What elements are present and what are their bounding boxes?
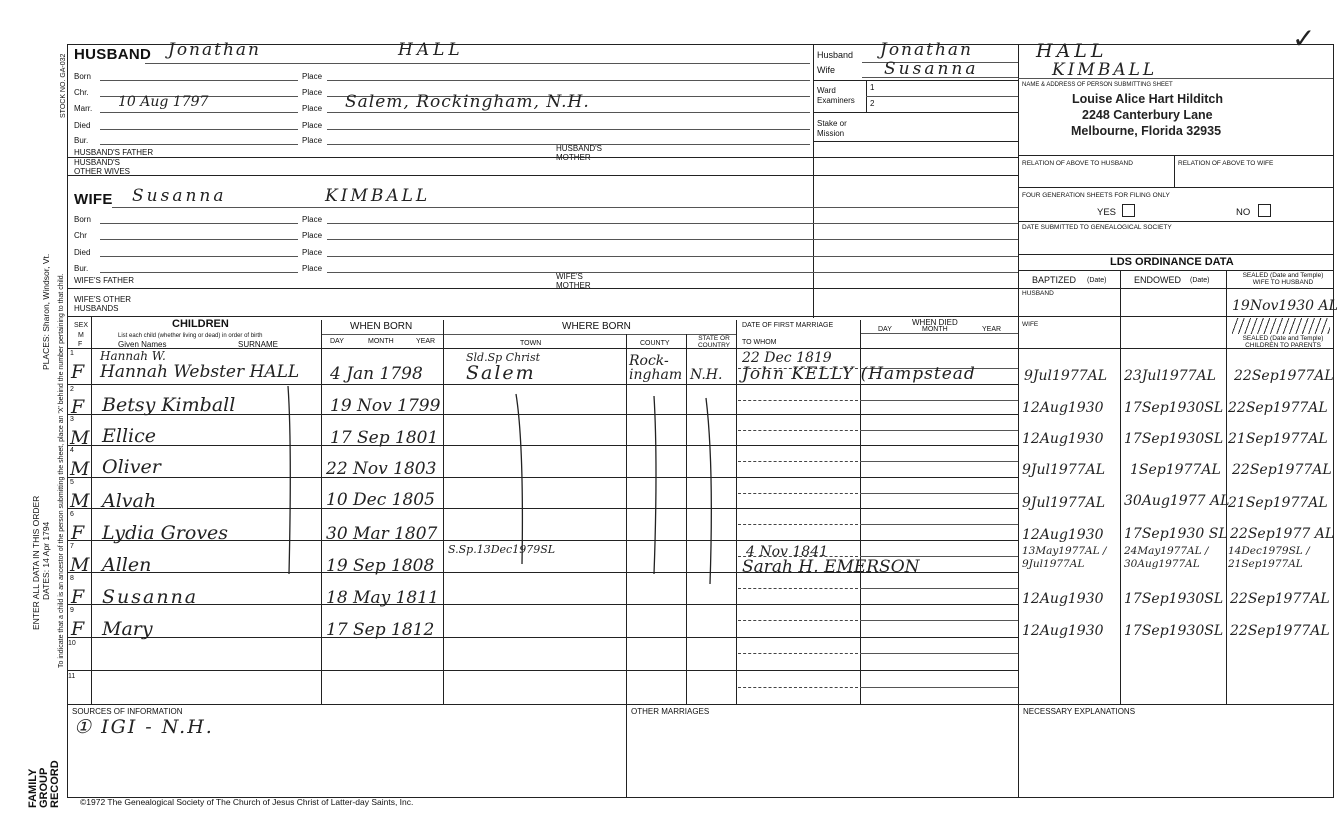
- wife-bur-label: Bur.: [74, 264, 89, 273]
- state-or-country-label: STATE OR COUNTRY: [697, 335, 731, 349]
- husband-bur-label: Bur.: [74, 136, 89, 145]
- child-number: 7: [70, 543, 74, 550]
- husband-died-place-label: Place: [302, 121, 323, 130]
- child-sex: F: [71, 361, 85, 383]
- husband-born-place-label: Place: [302, 72, 323, 81]
- family-group-record-title: FAMILY GROUP RECORD: [27, 760, 61, 808]
- child-born: 19 Nov 1799: [330, 396, 441, 416]
- child-sealed: 22Sep1977 AL: [1230, 526, 1335, 542]
- child-number: 2: [70, 386, 74, 393]
- ditto-marks: [440, 384, 740, 624]
- husband-chr-place-label: Place: [302, 88, 323, 97]
- child-endowed: 1Sep1977AL: [1130, 462, 1221, 478]
- sealed-wife-husband-label: SEALED (Date and Temple) WIFE TO HUSBAND: [1242, 272, 1324, 286]
- child-sealed: 22Sep1977AL: [1234, 368, 1334, 384]
- child-sex: M: [70, 554, 90, 576]
- lds-ordinance-title: LDS ORDINANCE DATA: [1110, 256, 1234, 268]
- child-baptized: 12Aug1930: [1022, 591, 1104, 607]
- born-day-label: DAY: [330, 338, 344, 345]
- places-note: PLACES: Sharon, Windsor, Vt.: [41, 253, 51, 370]
- child-sex: F: [71, 396, 85, 418]
- husband-died-label: Died: [74, 121, 91, 130]
- wife-died-place-label: Place: [302, 248, 323, 257]
- husband-bur-place-label: Place: [302, 136, 323, 145]
- child-sealed: 21Sep1977AL: [1228, 495, 1328, 511]
- no-label: NO: [1236, 207, 1251, 218]
- sealed-wife-to-husband: 19Nov1930 AL: [1232, 298, 1338, 314]
- child-sex: M: [70, 427, 90, 449]
- child-sex: F: [71, 586, 85, 608]
- born-month-label: MONTH: [368, 338, 394, 345]
- husband-marr-label: Marr.: [74, 104, 93, 113]
- child-born: 17 Sep 1812: [326, 620, 435, 640]
- relation-husband-label: RELATION OF ABOVE TO HUSBAND: [1022, 160, 1133, 167]
- sex-m-label: M: [78, 332, 84, 339]
- died-year-label: YEAR: [982, 326, 1002, 333]
- child-baptized: 12Aug1930: [1022, 431, 1104, 447]
- child-sex: F: [71, 618, 85, 640]
- when-died-header: WHEN DIED: [912, 318, 958, 327]
- children-subheader: List each child (whether living or dead) in order of birth: [118, 333, 263, 339]
- child-number: 6: [70, 511, 74, 518]
- child-town-note: Sld.Sp Christ: [466, 351, 541, 364]
- child-sex: M: [70, 490, 90, 512]
- stake-label: Stake or: [817, 119, 847, 128]
- baptized-label: BAPTIZED: [1032, 275, 1077, 285]
- surname-label: SURNAME: [238, 340, 279, 349]
- born-year-label: YEAR: [416, 338, 436, 345]
- child-baptized: 12Aug1930: [1022, 623, 1104, 639]
- surname-ditto-mark: [280, 384, 300, 584]
- marriage-date: 10 Aug 1797: [118, 94, 209, 110]
- county-label: COUNTY: [640, 340, 670, 347]
- ward-label: Ward: [817, 86, 836, 95]
- husbands-father-label: HUSBAND'S FATHER: [74, 148, 154, 157]
- child-name: Hannah Webster HALL: [100, 362, 300, 382]
- copyright: ©1972 The Genealogical Society of The Church of Jesus Christ of Latter-day Saints, Inc.: [80, 797, 414, 807]
- submitter-city: Melbourne, Florida 32935: [1071, 124, 1222, 138]
- right-wife-label: Wife: [817, 65, 835, 75]
- sex-f-label: F: [78, 341, 83, 348]
- husband-chr-label: Chr.: [74, 88, 89, 97]
- child-baptized: 12Aug1930: [1022, 400, 1104, 416]
- child-endowed: 17Sep1930SL: [1124, 400, 1224, 416]
- children-header: CHILDREN: [172, 318, 229, 330]
- endowed-label: ENDOWED: [1134, 275, 1181, 285]
- child-name: Mary: [102, 618, 153, 640]
- child-name: Oliver: [102, 456, 161, 478]
- child-sex: M: [70, 458, 90, 480]
- wifes-other-husbands-label: WIFE'S OTHER HUSBANDS: [74, 295, 132, 313]
- child-name: Lydia Groves: [102, 522, 229, 544]
- mission-label: Mission: [817, 129, 845, 138]
- wifes-mother-label: WIFE'S MOTHER: [556, 272, 591, 290]
- wife-given-name: Susanna: [132, 186, 227, 206]
- sealed-children-label: SEALED (Date and Temple) CHILDREN TO PARENTS: [1242, 335, 1324, 349]
- died-month-label: MONTH: [922, 326, 948, 333]
- wife-hatch-mark: [1232, 318, 1330, 334]
- husband-marr-place-label: Place: [302, 104, 323, 113]
- wife-chr-label: Chr: [74, 231, 87, 240]
- ward-num-1: 1: [870, 83, 875, 92]
- no-checkbox[interactable]: [1258, 204, 1271, 217]
- right-wife-surname: KIMBALL: [1052, 60, 1158, 80]
- child-spouse: John KELLY (Hampstead: [742, 364, 976, 384]
- child-endowed: 24May1977AL / 30Aug1977AL: [1124, 545, 1209, 570]
- child-county: Rock-ingham: [629, 353, 683, 383]
- child-sealed: 14Dec1979SL / 21Sep1977AL: [1228, 545, 1310, 570]
- child-name-note: Hannah W.: [100, 349, 166, 363]
- child-number: 3: [70, 416, 74, 423]
- child-town: Salem: [466, 362, 536, 384]
- sources-text: ① IGI - N.H.: [74, 716, 214, 738]
- ward-num-2: 2: [870, 99, 875, 108]
- submitter-name: Louise Alice Hart Hilditch: [1072, 92, 1223, 106]
- child-born: 19 Sep 1808: [326, 556, 435, 576]
- child-name: Allen: [102, 554, 152, 576]
- to-whom-label: TO WHOM: [742, 339, 777, 346]
- child-number: 8: [70, 575, 74, 582]
- child-sealed: 22Sep1977AL: [1230, 591, 1330, 607]
- yes-label: YES: [1097, 207, 1117, 218]
- child-born: 10 Dec 1805: [326, 490, 435, 510]
- sources-label: SOURCES OF INFORMATION: [72, 707, 183, 716]
- child-number: 1: [70, 350, 74, 357]
- where-born-header: WHERE BORN: [562, 321, 631, 332]
- first-marriage-label: DATE OF FIRST MARRIAGE: [742, 322, 834, 329]
- child-endowed: 17Sep1930SL: [1124, 431, 1224, 447]
- right-wife-given: Susanna: [884, 59, 979, 79]
- examiners-label: Examiners: [817, 96, 855, 105]
- endowed-date-label: (Date): [1190, 277, 1210, 284]
- wife-chr-place-label: Place: [302, 231, 323, 240]
- ordinance-wife-label: WIFE: [1022, 321, 1039, 328]
- child-endowed: 17Sep1930 SL: [1124, 526, 1228, 542]
- child-baptized: 9Jul1977AL: [1022, 462, 1106, 478]
- child-born: 18 May 1811: [326, 588, 439, 608]
- wife-label: WIFE: [74, 191, 113, 208]
- name-address-label: NAME & ADDRESS OF PERSON SUBMITTING SHEET: [1022, 82, 1173, 88]
- child-sealed: 21Sep1977AL: [1228, 431, 1328, 447]
- submitter-street: 2248 Canterbury Lane: [1082, 108, 1213, 122]
- child-number: 11: [68, 673, 76, 680]
- child-born: 4 Jan 1798: [330, 364, 423, 384]
- child-born: 22 Nov 1803: [326, 459, 437, 479]
- child-endowed: 17Sep1930SL: [1124, 623, 1224, 639]
- when-born-header: WHEN BORN: [350, 321, 413, 332]
- wife-surname: KIMBALL: [325, 186, 431, 206]
- child-number: 10: [68, 640, 76, 647]
- husbands-other-wives-label: HUSBAND'S OTHER WIVES: [74, 158, 131, 176]
- right-husband-label: Husband: [817, 50, 854, 60]
- child-town-note: S.Sp.13Dec1979SL: [448, 543, 556, 556]
- child-number: 4: [70, 447, 74, 454]
- child-baptized: 12Aug1930: [1022, 527, 1104, 543]
- child-endowed: 23Jul1977AL: [1124, 368, 1216, 384]
- yes-checkbox[interactable]: [1122, 204, 1135, 217]
- child-sealed: 22Sep1977AL: [1230, 623, 1330, 639]
- child-marr-date: 4 Nov 1841: [746, 544, 829, 560]
- order-note: ENTER ALL DATA IN THIS ORDER: [31, 495, 41, 630]
- wife-born-label: Born: [74, 215, 91, 224]
- given-names-label: Given Names: [118, 340, 167, 349]
- child-baptized: 13May1977AL / 9Jul1977AL: [1022, 545, 1107, 570]
- child-sealed: 22Sep1977AL: [1232, 462, 1332, 478]
- town-label: TOWN: [520, 340, 542, 347]
- child-number: 5: [70, 479, 74, 486]
- child-name: Alvah: [102, 490, 157, 512]
- child-spouse: Sarah H. EMERSON: [742, 557, 920, 577]
- date-submitted-label: DATE SUBMITTED TO GENEALOGICAL SOCIETY: [1022, 224, 1172, 231]
- check-mark: ✓: [1292, 22, 1316, 55]
- child-sex: F: [71, 522, 85, 544]
- right-husband-surname: HALL: [1036, 40, 1108, 62]
- child-endowed: 17Sep1930SL: [1124, 591, 1224, 607]
- child-marr-date: 22 Dec 1819: [742, 350, 832, 366]
- sex-label: SEX: [74, 322, 89, 329]
- other-marriages-label: OTHER MARRIAGES: [631, 707, 710, 716]
- husband-label: HUSBAND: [74, 46, 152, 63]
- husbands-mother-label: HUSBAND'S MOTHER: [556, 144, 602, 162]
- relation-wife-label: RELATION OF ABOVE TO WIFE: [1178, 160, 1274, 167]
- child-born: 17 Sep 1801: [330, 428, 439, 448]
- wifes-father-label: WIFE'S FATHER: [74, 276, 135, 285]
- child-born: 30 Mar 1807: [326, 524, 438, 544]
- wife-died-label: Died: [74, 248, 91, 257]
- child-name: Susanna: [102, 586, 199, 608]
- baptized-date-label: (Date): [1087, 277, 1107, 284]
- necessary-explanations-label: NECESSARY EXPLANATIONS: [1023, 707, 1136, 716]
- stock-number: STOCK NO. GA-032: [60, 53, 67, 118]
- child-name: Betsy Kimball: [102, 394, 236, 416]
- husband-given-name: Jonathan: [168, 40, 261, 60]
- child-state: N.H.: [690, 367, 723, 383]
- died-day-label: DAY: [878, 326, 892, 333]
- child-endowed: 30Aug1977 AL: [1124, 493, 1230, 509]
- child-name: Ellice: [102, 425, 156, 447]
- wife-born-place-label: Place: [302, 215, 323, 224]
- child-sealed: 22Sep1977AL: [1228, 400, 1328, 416]
- right-husband-given: Jonathan: [880, 40, 973, 60]
- child-baptized: 9Jul1977AL: [1022, 495, 1106, 511]
- child-baptized: 9Jul1977AL: [1024, 368, 1108, 384]
- four-generation-label: FOUR GENERATION SHEETS FOR FILING ONLY: [1022, 192, 1170, 199]
- marriage-place: Salem, Rockingham, N.H.: [345, 92, 590, 112]
- ordinance-husband-label: HUSBAND: [1022, 290, 1054, 297]
- wife-bur-place-label: Place: [302, 264, 323, 273]
- dates-note: DATES: 14 Apr 1794: [41, 521, 51, 600]
- child-number: 9: [70, 607, 74, 614]
- husband-born-label: Born: [74, 72, 91, 81]
- husband-surname: HALL: [398, 40, 464, 60]
- ancestor-instruction: To indicate that a child is an ancestor of the person submitting the sheet, place an 'X' behind the number pertaining to that child.: [58, 273, 65, 668]
